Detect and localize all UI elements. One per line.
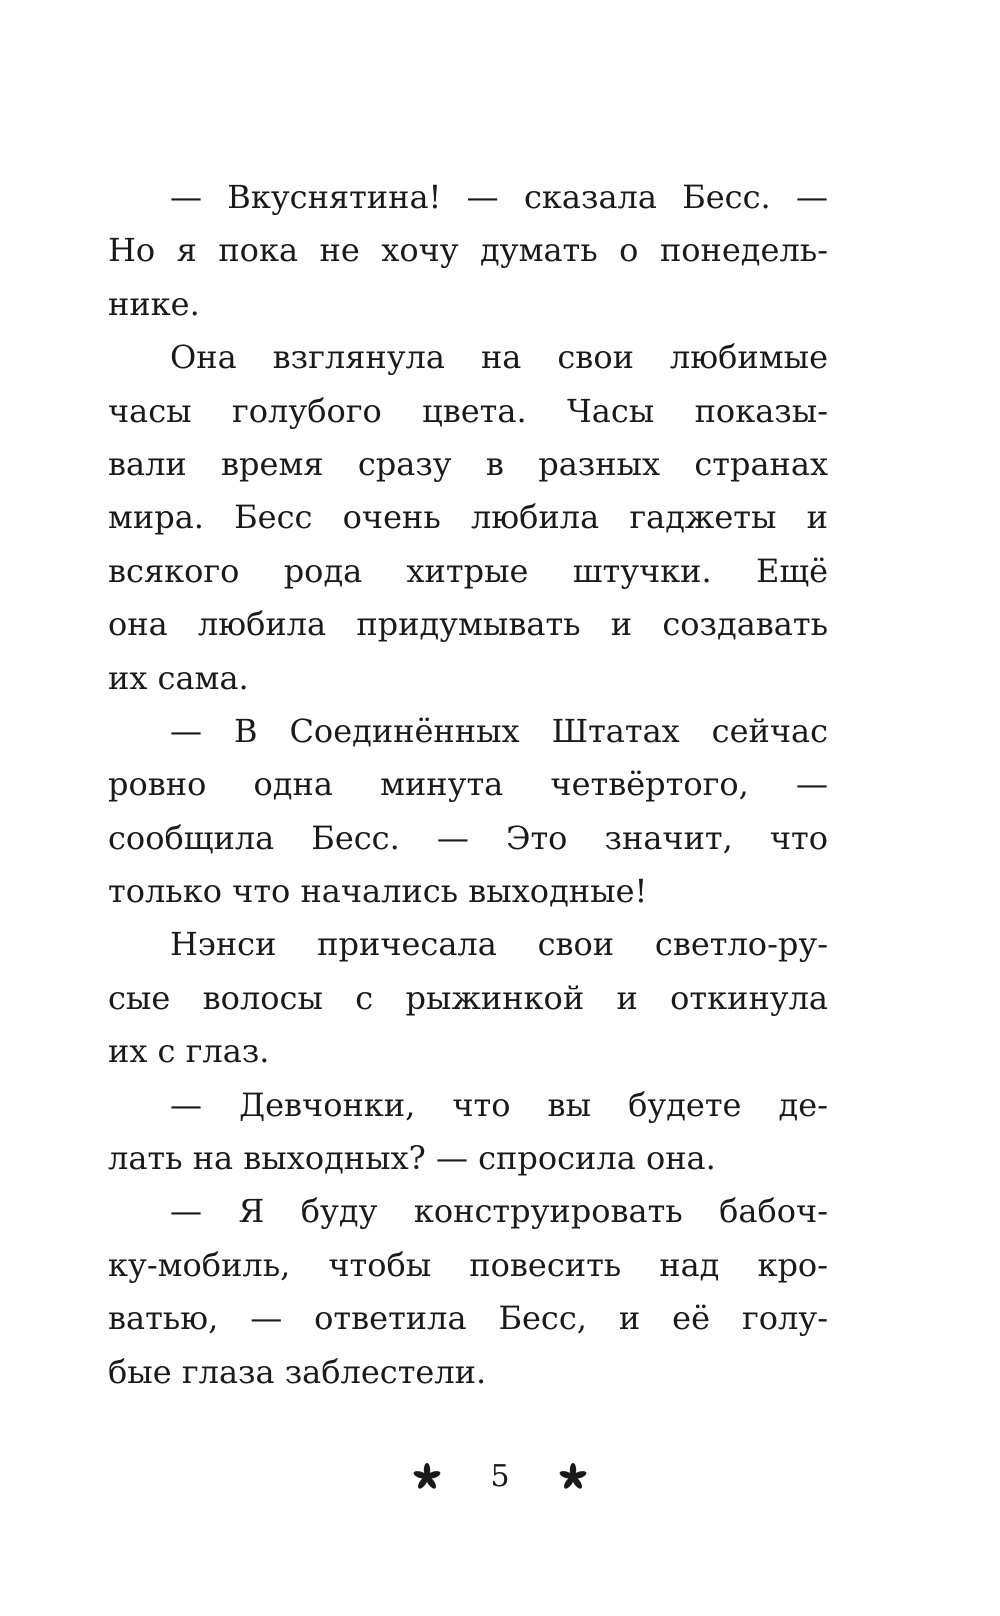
paragraph: [108, 331, 828, 705]
star-ornament-icon: [558, 1462, 588, 1492]
text-line: ватью, — ответила Бесс, и её голу-: [108, 1299, 828, 1338]
text-line: лать на выходных? — спросила она.: [108, 1139, 716, 1178]
paragraph: [108, 1185, 828, 1399]
text-line: сые волосы с рыжинкой и откинула: [108, 978, 828, 1017]
text-line: она любила придумывать и создавать: [108, 605, 828, 644]
body-text: [108, 171, 828, 1399]
page-footer: [0, 1459, 1000, 1494]
text-line: Она взглянула на свои любимые: [170, 338, 828, 377]
text-line: их с глаз.: [108, 1032, 270, 1071]
text-line: нике.: [108, 284, 200, 323]
text-line: — Вкуснятина! — сказала Бесс. —: [170, 178, 828, 216]
paragraph: [108, 705, 828, 919]
paragraph: [108, 918, 828, 1078]
text-line: сообщила Бесс. — Это значит, что: [108, 818, 828, 857]
text-line: — В Соединённых Штатах сейчас: [170, 711, 828, 750]
text-line: бые глаза заблестели.: [108, 1352, 487, 1391]
text-line: мира. Бесс очень любила гаджеты и: [108, 498, 828, 537]
text-line: их сама.: [108, 658, 249, 697]
page-number: 5: [490, 1459, 510, 1494]
text-line: часы голубого цвета. Часы показы-: [108, 391, 828, 430]
text-line: — Девчонки, что вы будете де-: [170, 1085, 828, 1124]
paragraph: [108, 171, 828, 331]
text-line: Но я пока не хочу думать о понедель-: [108, 231, 828, 270]
text-line: ровно одна минута четвёртого, —: [108, 765, 828, 804]
text-line: — Я буду конструировать бабоч-: [170, 1192, 828, 1231]
text-line: Нэнси причесала свои светло-ру-: [170, 925, 828, 964]
star-ornament-icon: [412, 1462, 442, 1492]
text-line: ку-мобиль, чтобы повесить над кро-: [108, 1245, 828, 1284]
text-line: всякого рода хитрые штучки. Ещё: [108, 551, 828, 590]
text-line: только что начались выходные!: [108, 872, 648, 911]
text-line: вали время сразу в разных странах: [108, 444, 828, 483]
paragraph: [108, 1079, 828, 1186]
